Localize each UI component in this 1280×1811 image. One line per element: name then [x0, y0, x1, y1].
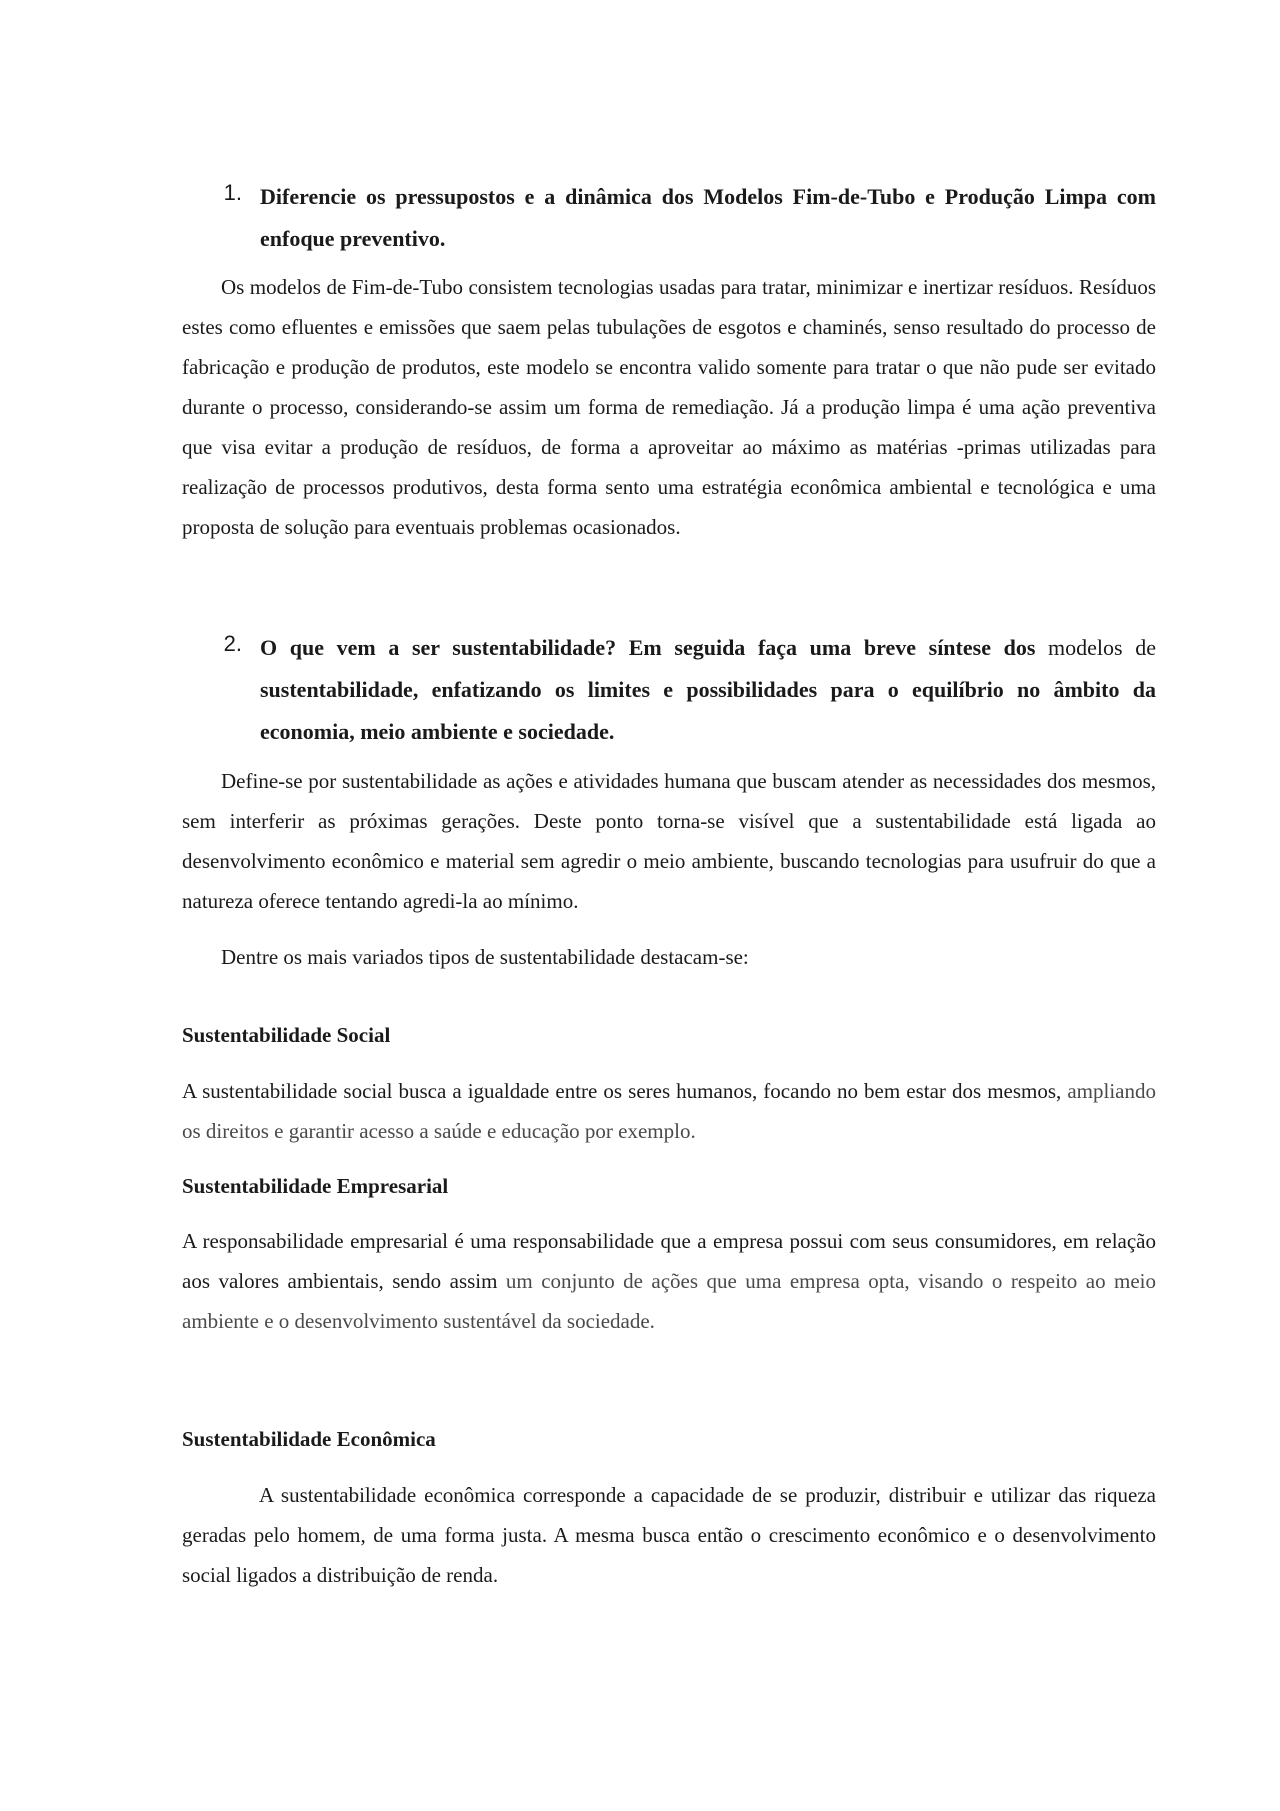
empresarial-paragraph [182, 1221, 1156, 1341]
types-intro: Dentre os mais variados tipos de sustentabilidade destacam-se: [221, 945, 749, 969]
question-2-part3: sustentabilidade, enfatizando os limites e possibilidades para o equilíbrio no âmbito da economia, meio ambiente e sociedade. [260, 677, 1156, 744]
question-2-part1: O que vem a ser sustentabilidade? Em seguida faça uma breve síntese dos [260, 635, 1036, 660]
heading-economica: Sustentabilidade Econômica [182, 1427, 436, 1451]
empresarial-text-b: um conjunto de ações que uma empresa opta, visando o respeito ao meio ambiente e o desenvolvimento sustentável da sociedade. [182, 1269, 1156, 1333]
social-text-a: A sustentabilidade social busca a igualdade entre os seres humanos, focando no bem estar dos mesmos, [182, 1079, 1068, 1103]
economica-paragraph: A sustentabilidade econômica corresponde a capacidade de se produzir, distribuir e utilizar das riqueza geradas pelo homem, de uma forma justa. A mesma busca então o crescimento econômico e o desenvolvimento social ligados a distribuição de renda. [182, 1483, 1156, 1587]
question-2-part2: modelos de [1035, 635, 1156, 660]
social-text-b: ampliando os direitos e garantir acesso a saúde e educação por exemplo. [182, 1079, 1156, 1143]
social-paragraph [182, 1071, 1156, 1151]
question-1-bold: Diferencie os pressupostos e a dinâmica dos Modelos Fim-de-Tubo e Produção Limpa com enfoque preventivo. [260, 184, 1156, 251]
heading-social: Sustentabilidade Social [182, 1023, 391, 1047]
answer-1-paragraph: Os modelos de Fim-de-Tubo consistem tecnologias usadas para tratar, minimizar e inertizar resíduos. Resíduos estes como efluentes e emissões que saem pelas tubulações de esgotos e chaminés, senso resultado do processo de fabricação e produção de produtos, este modelo se encontra valido somente para tratar o que não pude ser evitado durante o processo, considerando-se assim um forma de remediação. Já a produção limpa é uma ação preventiva que visa evitar a produção de resíduos, de forma a aproveitar ao máximo as matérias -primas utilizadas para realização de processos produtivos, desta forma sento uma estratégia econômica ambiental e tecnológica e uma proposta de solução para eventuais problemas ocasionados. [182, 275, 1156, 539]
question-1-text [260, 176, 1156, 260]
question-2-number: 2. [223, 631, 242, 656]
document-body [182, 176, 1156, 1595]
question-2 [182, 627, 1156, 753]
question-2-text [260, 627, 1156, 753]
empresarial-text-a: A responsabilidade empresarial é uma responsabilidade que a empresa possui com seus consumidores, em relação aos valores ambientais, sendo assim [182, 1229, 1156, 1293]
question-1 [182, 176, 1156, 260]
answer-2-paragraph: Define-se por sustentabilidade as ações e atividades humana que buscam atender as necessidades dos mesmos, sem interferir as próximas gerações. Deste ponto torna-se visível que a sustentabilidade está ligada ao desenvolvimento econômico e material sem agredir o meio ambiente, buscando tecnologias para usufruir do que a natureza oferece tentando agredi-la ao mínimo. [182, 769, 1156, 913]
question-1-number: 1. [223, 180, 242, 205]
heading-empresarial: Sustentabilidade Empresarial [182, 1174, 449, 1198]
